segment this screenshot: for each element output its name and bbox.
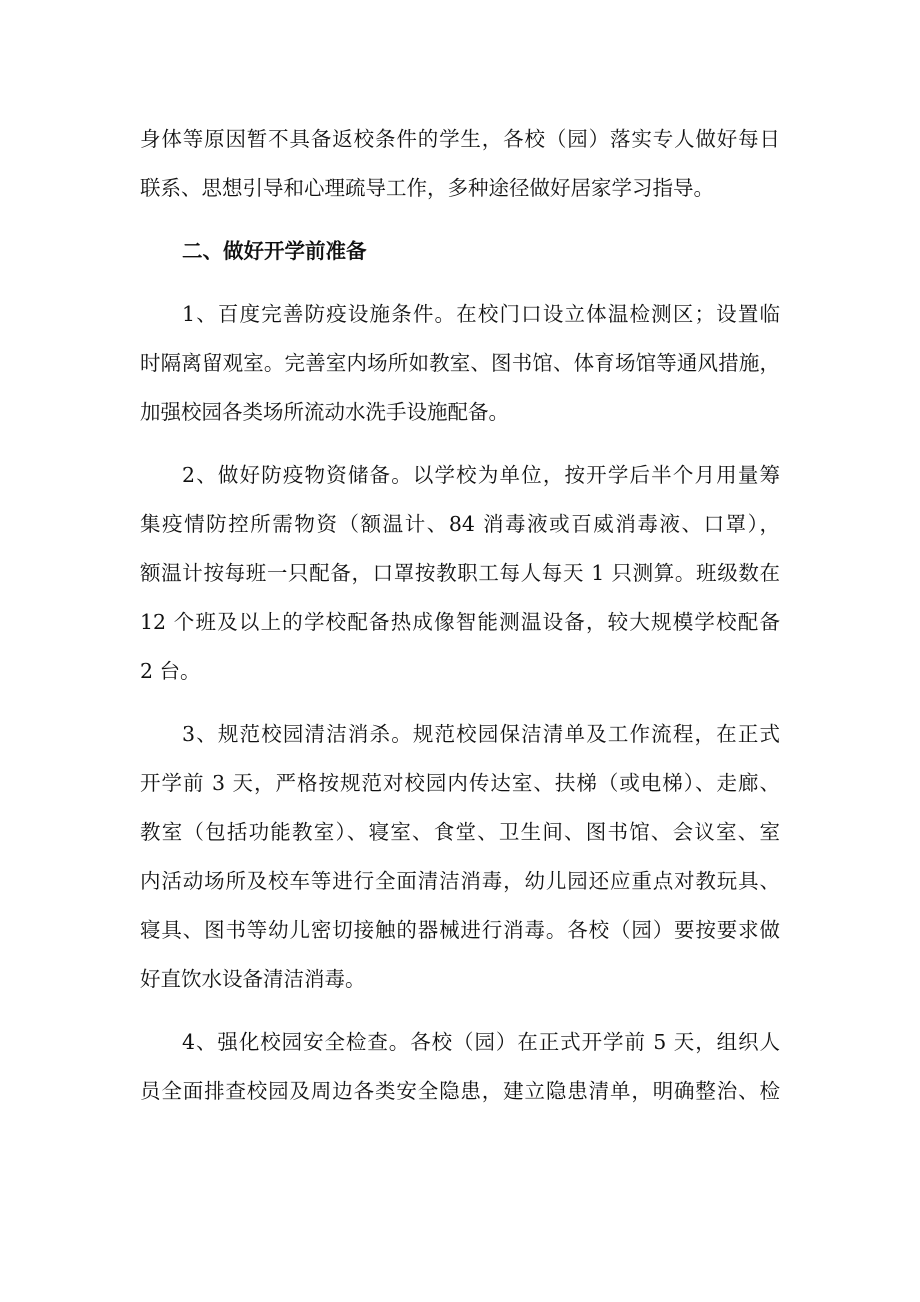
item-2-line: 12 个班及以上的学校配备热成像智能测温设备，较大规模学校配备: [140, 610, 780, 634]
item-3-line: 3、规范校园清洁消杀。规范校园保洁清单及工作流程，在正式: [182, 722, 780, 746]
item-2-line: 集疫情防控所需物资（额温计、84 消毒液或百威消毒液、口罩），: [140, 512, 780, 536]
item-3-line: 好直饮水设备清洁消毒。: [140, 967, 366, 991]
item-4-line: 4、强化校园安全检查。各校（园）在正式开学前 5 天，组织人: [182, 1030, 780, 1054]
section-heading: 二、做好开学前准备: [182, 239, 367, 263]
item-2-line: 2、做好防疫物资储备。以学校为单位，按开学后半个月用量筹: [182, 463, 780, 487]
item-4-line: 员全面排查校园及周边各类安全隐患，建立隐患清单，明确整治、检: [140, 1079, 780, 1103]
item-1-line: 时隔离留观室。完善室内场所如教室、图书馆、体育场馆等通风措施，: [140, 351, 780, 375]
item-2-line: 额温计按每班一只配备，口罩按教职工每人每天 1 只测算。班级数在: [140, 561, 780, 585]
item-3-line: 内活动场所及校车等进行全面清洁消毒，幼儿园还应重点对教玩具、: [140, 869, 780, 893]
item-1-line: 1、百度完善防疫设施条件。在校门口设立体温检测区；设置临: [182, 302, 780, 326]
item-3-line: 教室（包括功能教室）、寝室、食堂、卫生间、图书馆、会议室、室: [140, 820, 780, 844]
paragraph-line: 联系、思想引导和心理疏导工作，多种途径做好居家学习指导。: [140, 176, 714, 200]
item-2-line: 2 台。: [140, 659, 201, 683]
paragraph-line: 身体等原因暂不具备返校条件的学生，各校（园）落实专人做好每日: [140, 127, 780, 151]
item-3-line: 开学前 3 天，严格按规范对校园内传达室、扶梯（或电梯）、走廊、: [140, 771, 780, 795]
item-1-line: 加强校园各类场所流动水洗手设施配备。: [140, 400, 509, 424]
item-3-line: 寝具、图书等幼儿密切接触的器械进行消毒。各校（园）要按要求做: [140, 918, 780, 942]
